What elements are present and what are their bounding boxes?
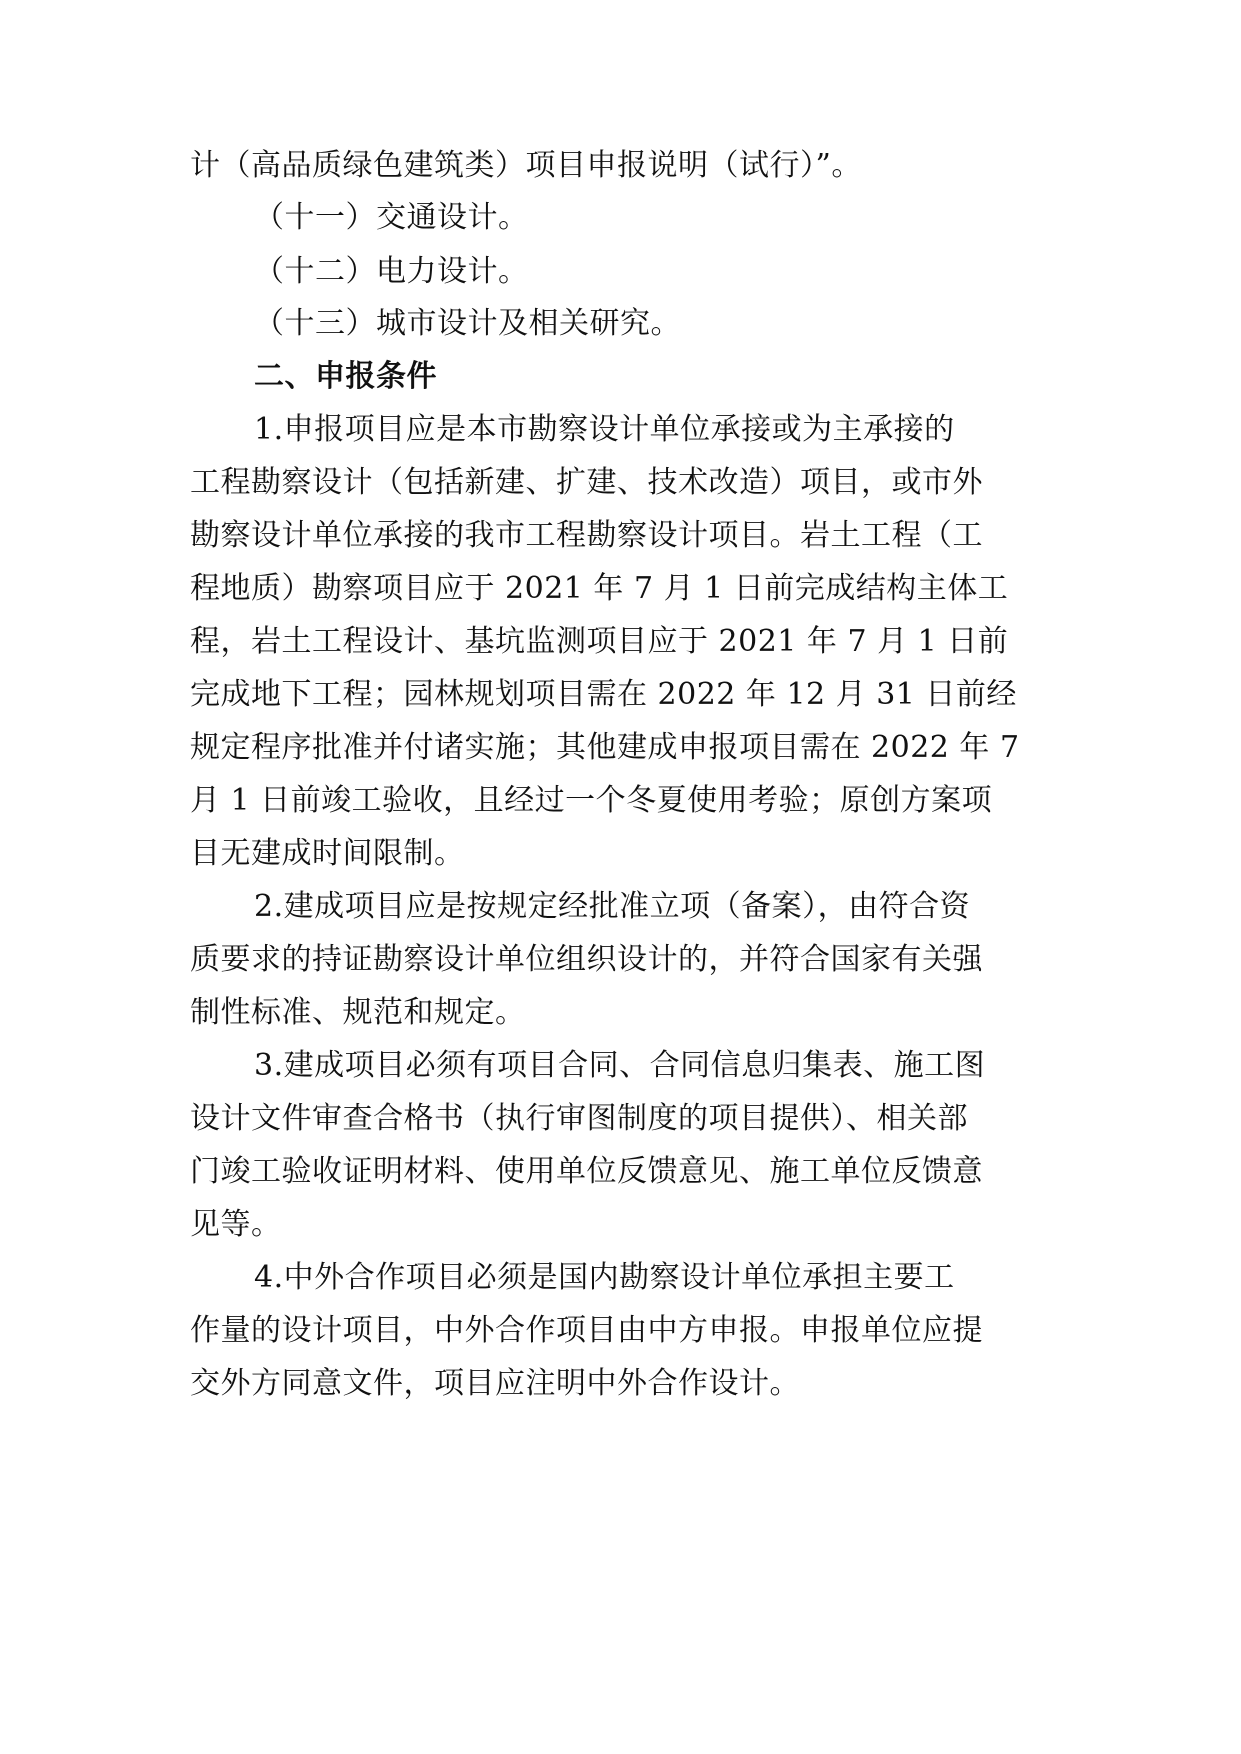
paragraph-1-line: 规定程序批准并付诸实施；其他建成申报项目需在 2022 年 7 [190, 730, 1020, 765]
list-item-12: （十二）电力设计。 [254, 254, 529, 289]
paragraph-3-line: 设计文件审查合格书（执行审图制度的项目提供）、相关部 [190, 1101, 968, 1136]
paragraph-4-line: 作量的设计项目，中外合作项目由中方申报。申报单位应提 [190, 1313, 983, 1348]
paragraph-4-line: 4.中外合作项目必须是国内勘察设计单位承担主要工 [254, 1260, 955, 1295]
list-item-13: （十三）城市设计及相关研究。 [254, 306, 681, 341]
section-heading: 二、申报条件 [254, 359, 437, 394]
paragraph-1-line: 1.申报项目应是本市勘察设计单位承接或为主承接的 [254, 412, 955, 447]
paragraph-1-line: 程地质）勘察项目应于 2021 年 7 月 1 日前完成结构主体工 [190, 571, 1009, 606]
paragraph-1-line: 目无建成时间限制。 [190, 836, 465, 871]
paragraph-1-line: 完成地下工程；园林规划项目需在 2022 年 12 月 31 日前经 [190, 677, 1017, 712]
paragraph-3-line: 门竣工验收证明材料、使用单位反馈意见、施工单位反馈意 [190, 1154, 983, 1189]
paragraph-1-line: 勘察设计单位承接的我市工程勘察设计项目。岩土工程（工 [190, 518, 983, 553]
paragraph-2-line: 2.建成项目应是按规定经批准立项（备案），由符合资 [254, 889, 971, 924]
paragraph-2-line: 制性标准、规范和规定。 [190, 995, 526, 1030]
paragraph-1-line: 工程勘察设计（包括新建、扩建、技术改造）项目，或市外 [190, 465, 983, 500]
paragraph-3-line: 见等。 [190, 1207, 282, 1242]
list-item-11: （十一）交通设计。 [254, 200, 529, 235]
paragraph-1-line: 月 1 日前竣工验收，且经过一个冬夏使用考验；原创方案项 [190, 783, 993, 818]
paragraph-3-line: 3.建成项目必须有项目合同、合同信息归集表、施工图 [254, 1048, 986, 1083]
paragraph-4-line: 交外方同意文件，项目应注明中外合作设计。 [190, 1366, 800, 1401]
paragraph-2-line: 质要求的持证勘察设计单位组织设计的，并符合国家有关强 [190, 942, 983, 977]
text-line: 计（高品质绿色建筑类）项目申报说明（试行）”。 [190, 148, 862, 183]
paragraph-1-line: 程，岩土工程设计、基坑监测项目应于 2021 年 7 月 1 日前 [190, 624, 1009, 659]
